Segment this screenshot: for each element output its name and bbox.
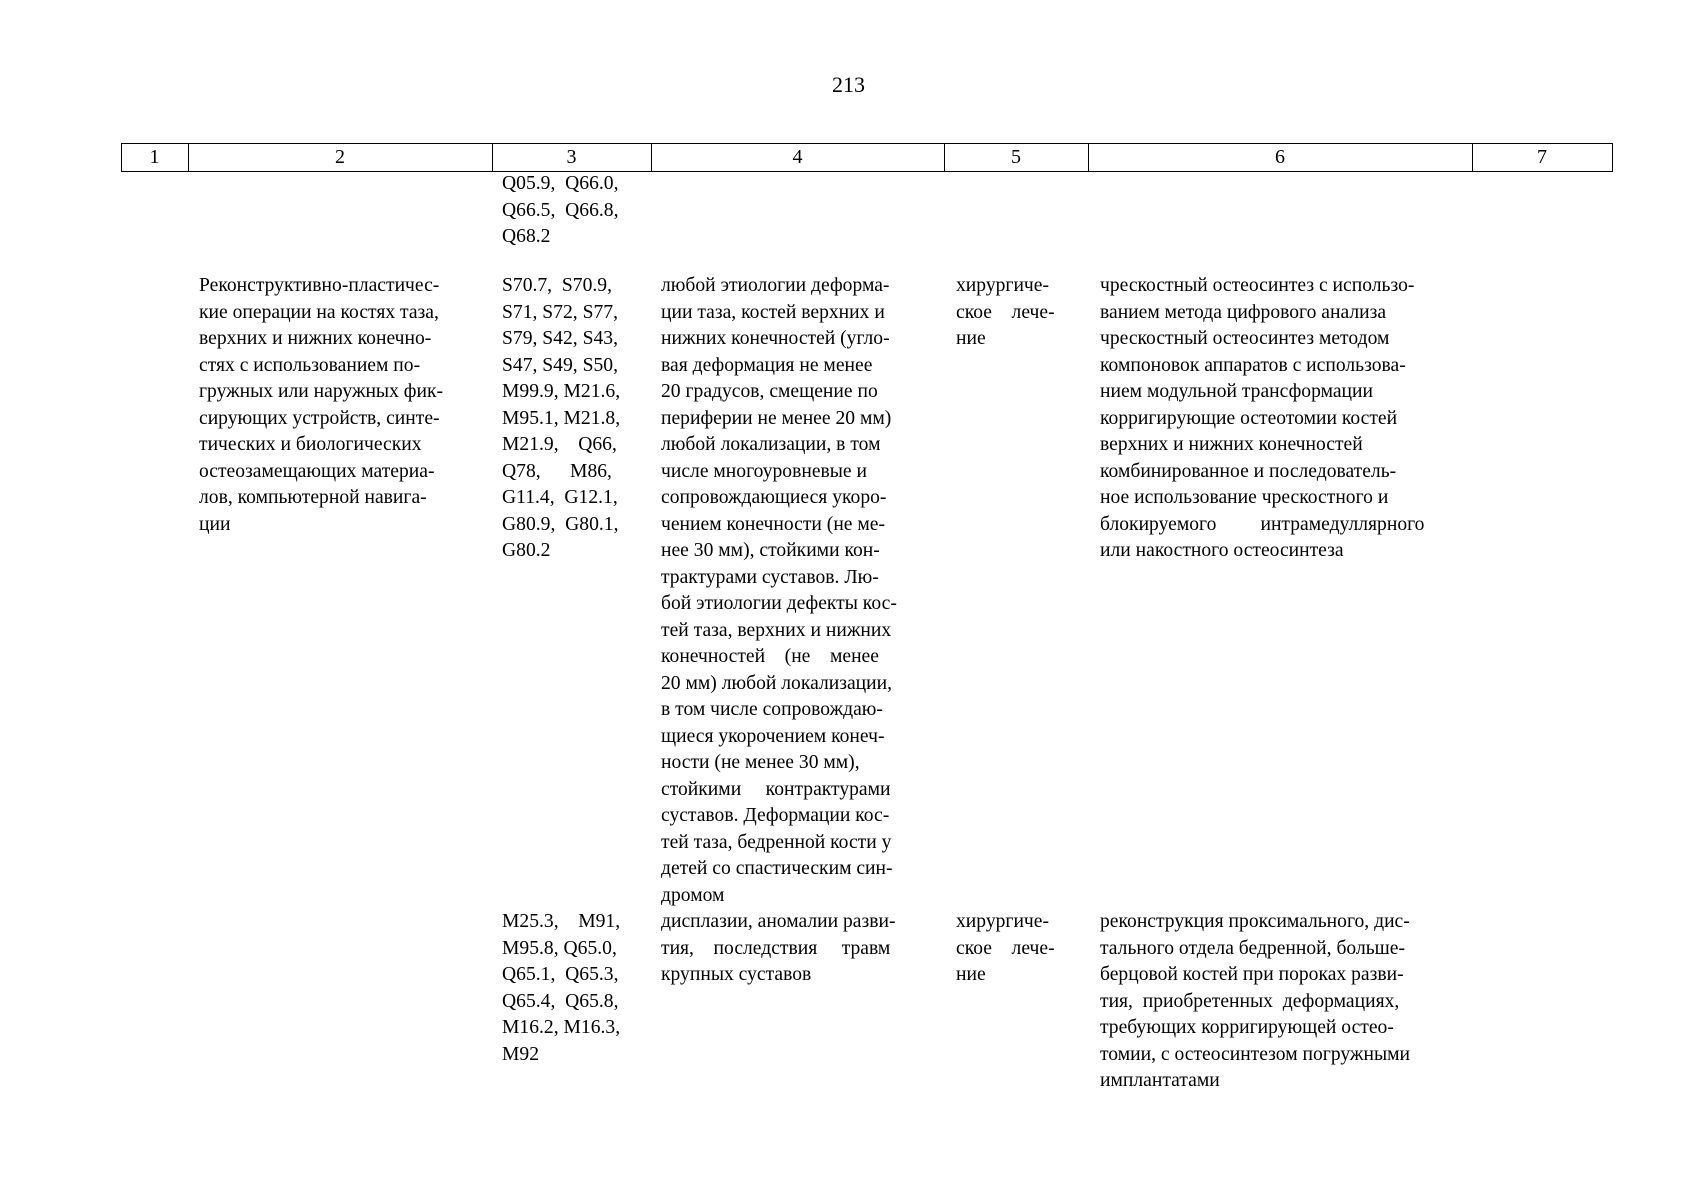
row-2-treatment-method <box>1100 909 1462 1095</box>
text-line: тального отдела бедренной, больше- <box>1100 937 1405 959</box>
text-line: 20 градусов, смещение по <box>661 381 878 402</box>
text-line: тических и биологических <box>199 434 422 455</box>
text-line: нее 30 мм), стойкими кон- <box>661 540 880 561</box>
text-line: Q65.4, Q65.8, <box>502 990 619 1012</box>
text-line: любой этиологии деформа- <box>661 275 890 296</box>
column-header-3: 3 <box>566 146 577 168</box>
text-line: дисплазии, аномалии разви- <box>661 911 896 932</box>
column-header-1: 1 <box>149 146 160 168</box>
text-line: Q78, M86, <box>502 460 612 482</box>
text-line: остеозамещающих материа- <box>199 460 435 482</box>
text-line: 20 мм) любой локализации, <box>661 672 893 694</box>
text-line: щиеся укорочением конеч- <box>661 725 885 747</box>
row-2-patient-model <box>661 909 934 989</box>
text-line: реконструкция проксимального, дис- <box>1100 911 1410 932</box>
row-1-treatment-type <box>956 273 1078 353</box>
text-line: G80.9, G80.1, <box>502 513 619 535</box>
text-line: любой локализации, в том <box>661 434 881 455</box>
text-line: трактурами суставов. Лю- <box>661 566 879 588</box>
text-line: хирургиче- <box>956 911 1050 932</box>
text-line: верхних и нижних конечностей <box>1100 434 1363 455</box>
text-line: ние <box>956 964 986 985</box>
text-line: тей таза, бедренной кости у <box>661 831 892 853</box>
text-line: крупных суставов <box>661 964 812 985</box>
text-line: суставов. Деформации кос- <box>661 805 890 826</box>
text-line: нижних конечностей (угло- <box>661 328 890 349</box>
text-line: комбинированное и последователь- <box>1100 460 1397 482</box>
text-line: G11.4, G12.1, <box>502 487 618 508</box>
text-line: сопровождающиеся укоро- <box>661 487 887 508</box>
text-line: ции таза, костей верхних и <box>661 301 885 323</box>
text-line: ности (не менее 30 мм), <box>661 752 860 773</box>
text-line: чением конечности (не ме- <box>661 513 886 535</box>
text-line: Q68.2 <box>502 226 551 247</box>
text-line: M95.8, Q65.0, <box>502 937 617 959</box>
row-2-treatment-type <box>956 909 1078 989</box>
text-line: M25.3, M91, <box>502 911 621 932</box>
text-line: нием модульной трансформации <box>1100 381 1374 402</box>
text-line: ское лече- <box>956 937 1055 959</box>
text-line: компоновок аппаратов с использова- <box>1100 354 1406 376</box>
text-line: M92 <box>502 1043 540 1065</box>
text-line: стях с использованием по- <box>199 354 421 376</box>
text-line: S70.7, S70.9, <box>502 275 612 296</box>
text-line: кие операции на костях таза, <box>199 301 439 323</box>
page-number: 213 <box>832 72 865 97</box>
text-line: тия, последствия травм <box>661 937 891 959</box>
text-line: S79, S42, S43, <box>502 328 618 349</box>
text-line: гружных или наружных фик- <box>199 381 444 402</box>
text-line: периферии не менее 20 мм) <box>661 407 892 429</box>
text-line: верхних и нижних конечно- <box>199 328 432 349</box>
table-header-divider <box>1612 143 1613 172</box>
text-line: ское лече- <box>956 301 1055 323</box>
text-line: конечностей (не менее <box>661 646 879 667</box>
text-line: Q05.9, Q66.0, <box>502 173 619 194</box>
row-0-diagnosis-codes <box>502 171 641 251</box>
text-line: лов, компьютерной навига- <box>199 487 427 508</box>
text-line: корригирующие остеотомии костей <box>1100 407 1398 429</box>
text-line: в том числе сопровождаю- <box>661 699 883 720</box>
row-1-patient-model <box>661 273 934 909</box>
text-line: тия, приобретенных деформациях, <box>1100 990 1400 1012</box>
text-line: M99.9, M21.6, <box>502 381 621 402</box>
text-line: сирующих устройств, синте- <box>199 407 440 429</box>
text-line: бой этиологии дефекты кос- <box>661 593 897 614</box>
text-line: G80.2 <box>502 540 551 561</box>
text-line: стойкими контрактурами <box>661 778 891 800</box>
text-line: M16.2, M16.3, <box>502 1017 621 1038</box>
text-line: детей со спастическим син- <box>661 858 893 879</box>
text-line: или накостного остеосинтеза <box>1100 540 1344 561</box>
text-line: чрескостный остеосинтез с использо- <box>1100 275 1415 296</box>
text-line: ции <box>199 513 231 535</box>
text-line: M95.1, M21.8, <box>502 407 621 429</box>
column-header-5: 5 <box>1011 146 1021 168</box>
text-line: вая деформация не менее <box>661 354 873 376</box>
text-line: имплантатами <box>1100 1070 1220 1091</box>
text-line: хирургиче- <box>956 275 1050 296</box>
text-line: S71, S72, S77, <box>502 301 618 323</box>
text-line: Q65.1, Q65.3, <box>502 964 619 985</box>
text-line: дромом <box>661 884 725 906</box>
text-line: ное использование чрескостного и <box>1100 487 1389 508</box>
text-line: ние <box>956 328 986 349</box>
text-line: числе многоуровневые и <box>661 460 868 482</box>
row-1-treatment-method <box>1100 273 1462 565</box>
text-line: Q66.5, Q66.8, <box>502 199 619 221</box>
column-header-2: 2 <box>335 146 345 168</box>
text-line: требующих корригирующей остео- <box>1100 1017 1394 1038</box>
text-line: блокируемого интрамедуллярного <box>1100 513 1425 535</box>
text-line: берцовой костей при пороках разви- <box>1100 964 1404 985</box>
text-line: ванием метода цифрового анализа <box>1100 301 1387 323</box>
text-line: M21.9, Q66, <box>502 434 617 455</box>
text-line: S47, S49, S50, <box>502 354 618 376</box>
column-header-4: 4 <box>792 146 803 168</box>
row-1-intervention-name <box>199 273 484 538</box>
row-1-diagnosis-codes <box>502 273 641 565</box>
text-line: чрескостный остеосинтез методом <box>1100 328 1390 349</box>
column-header-6: 6 <box>1275 146 1285 168</box>
text-line: Реконструктивно-пластичес- <box>199 275 440 296</box>
text-line: томии, с остеосинтезом погружными <box>1100 1043 1410 1065</box>
text-line: тей таза, верхних и нижних <box>661 619 892 641</box>
column-header-7: 7 <box>1537 146 1547 168</box>
row-2-diagnosis-codes <box>502 909 641 1068</box>
